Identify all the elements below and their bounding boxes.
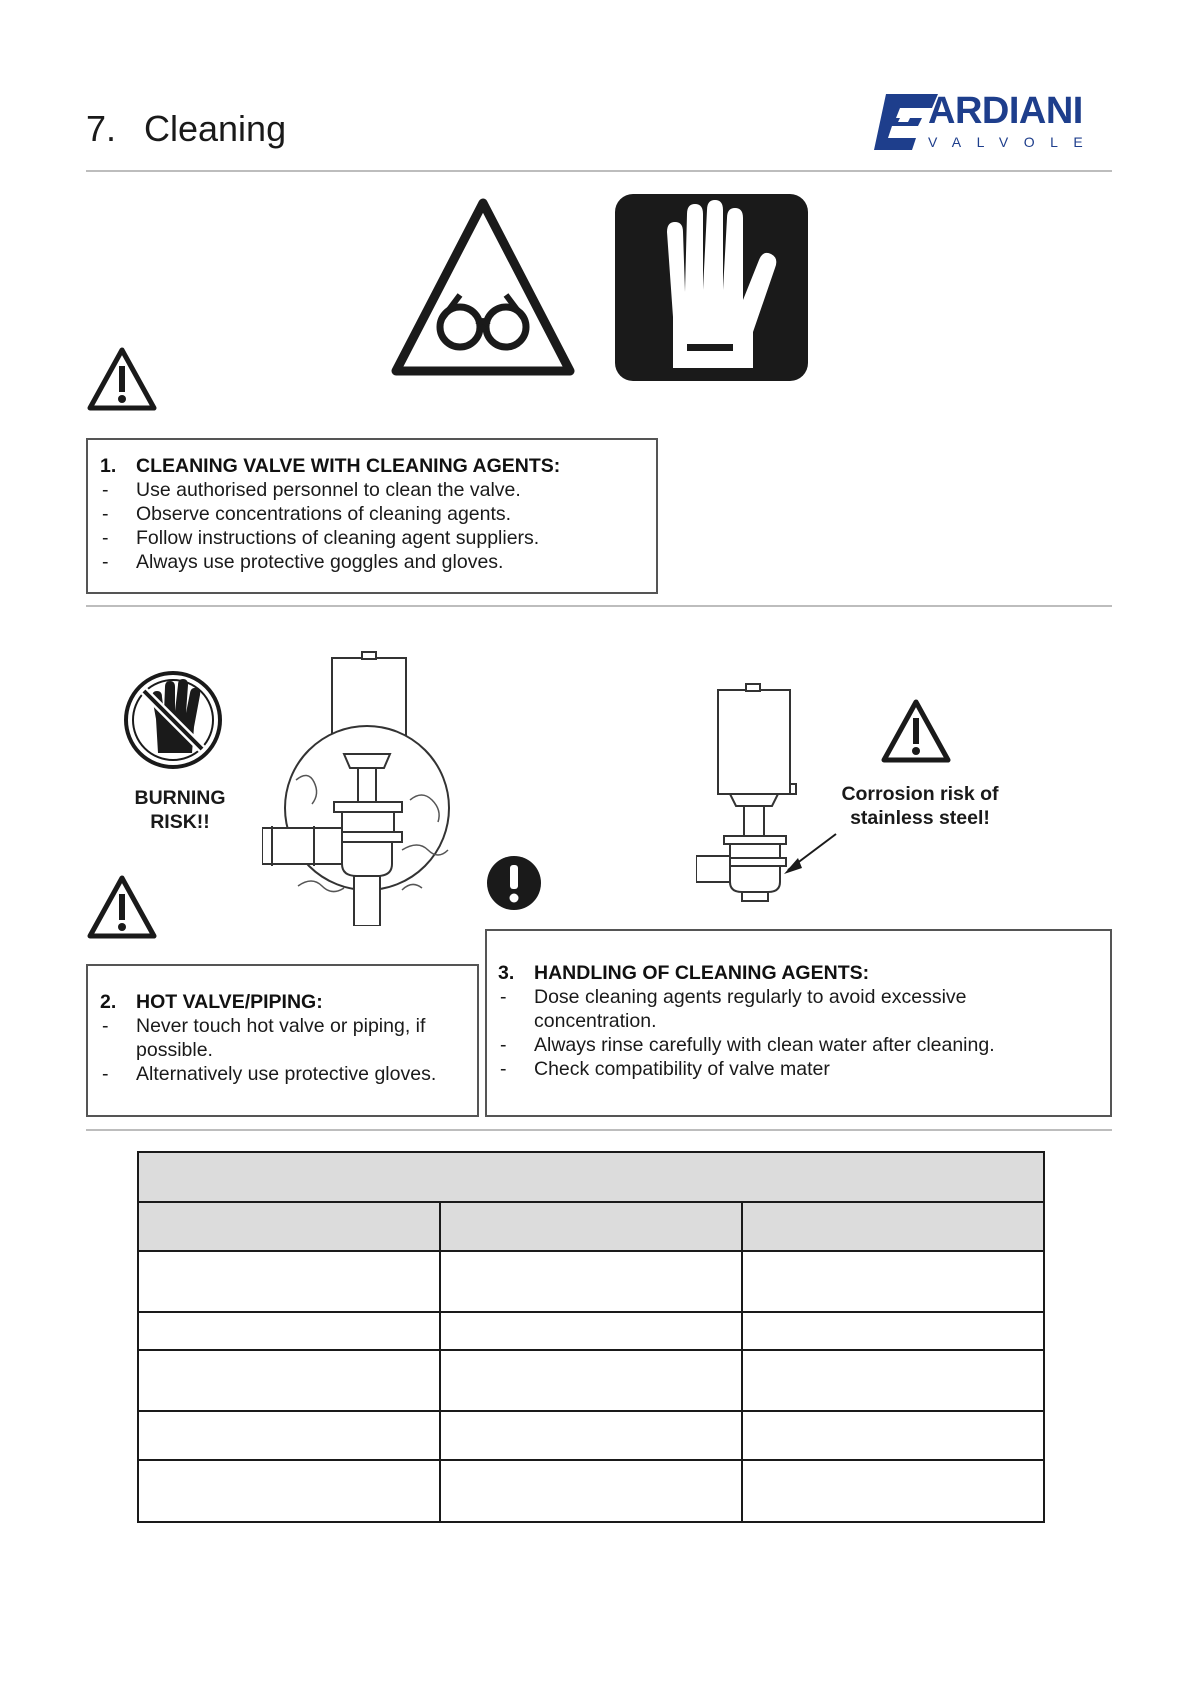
bardiani-logo	[872, 88, 1108, 162]
list-item: - Always use protective goggles and gloves.	[102, 551, 504, 573]
corrosion-risk-label: Corrosion risk of stainless steel!	[841, 783, 999, 829]
logo-subtitle: VALVOLE	[928, 134, 1099, 150]
table-header-cell	[440, 1202, 742, 1251]
table-cell	[742, 1251, 1044, 1312]
table-cell	[138, 1350, 440, 1411]
box3-title-text: HANDLING OF CLEANING AGENTS:	[534, 962, 870, 984]
list-item: - Alternatively use protective gloves.	[102, 1063, 437, 1085]
table-cell	[138, 1251, 440, 1312]
hot-valve-illustration	[262, 650, 462, 926]
table-row	[138, 1312, 1044, 1350]
box3-number: 3.	[498, 962, 515, 984]
burning-risk-label: BURNING RISK!!	[134, 787, 226, 833]
table-cell	[742, 1411, 1044, 1460]
section-title: Cleaning	[144, 108, 287, 149]
divider-top	[86, 170, 1112, 172]
divider-middle	[86, 605, 1112, 607]
list-item: - Check compatibility of valve mater	[500, 1058, 830, 1080]
page-title	[86, 108, 286, 150]
handling-agents-box	[485, 929, 1112, 1117]
warning-triangle-icon	[86, 346, 158, 412]
blank-table	[137, 1151, 1045, 1523]
table-cell	[440, 1251, 742, 1312]
table-cell	[138, 1411, 440, 1460]
table-cell	[138, 1460, 440, 1522]
divider-bottom	[86, 1129, 1112, 1131]
box3-title	[498, 961, 1090, 985]
table-cell	[440, 1350, 742, 1411]
box2-title-text: HOT VALVE/PIPING:	[136, 991, 323, 1013]
protective-gloves-icon	[613, 192, 810, 383]
list-item: - Follow instructions of cleaning agent suppliers.	[102, 527, 540, 549]
table-row	[138, 1460, 1044, 1522]
box1-title	[100, 454, 656, 478]
exclamation-circle-icon	[486, 855, 542, 911]
table-header-cell	[742, 1202, 1044, 1251]
table-cell	[138, 1312, 440, 1350]
table-title-row	[138, 1152, 1044, 1202]
hot-valve-box	[86, 964, 479, 1117]
table-cell	[440, 1312, 742, 1350]
section-number: 7.	[86, 108, 117, 149]
table-title-cell	[138, 1152, 1044, 1202]
list-item: - Dose cleaning agents regularly to avoid excessive concentration.	[500, 986, 967, 1032]
logo-word: ARDIANI	[928, 90, 1083, 132]
table-cell	[440, 1460, 742, 1522]
table-cell	[742, 1312, 1044, 1350]
list-item: - Never touch hot valve or piping, if possible.	[102, 1015, 426, 1061]
list-item: - Use authorised personnel to clean the valve.	[102, 479, 521, 501]
list-item: - Always rinse carefully with clean water after cleaning.	[500, 1034, 995, 1056]
box1-number: 1.	[100, 455, 117, 477]
cleaning-agents-box	[86, 438, 658, 594]
table-cell	[440, 1411, 742, 1460]
list-item: - Observe concentrations of cleaning agents.	[102, 503, 512, 525]
table-header-cell	[138, 1202, 440, 1251]
table-row	[138, 1251, 1044, 1312]
table-cell	[742, 1350, 1044, 1411]
box1-title-text: CLEANING VALVE WITH CLEANING AGENTS:	[136, 455, 561, 477]
box2-number: 2.	[100, 991, 117, 1013]
table-row	[138, 1350, 1044, 1411]
eye-protection-warning-icon	[390, 195, 576, 380]
do-not-touch-icon	[122, 669, 224, 771]
table-header-row	[138, 1202, 1044, 1251]
table-cell	[742, 1460, 1044, 1522]
table-row	[138, 1411, 1044, 1460]
warning-triangle-icon	[880, 698, 952, 764]
box2-title	[100, 990, 469, 1014]
warning-triangle-icon	[86, 874, 158, 940]
